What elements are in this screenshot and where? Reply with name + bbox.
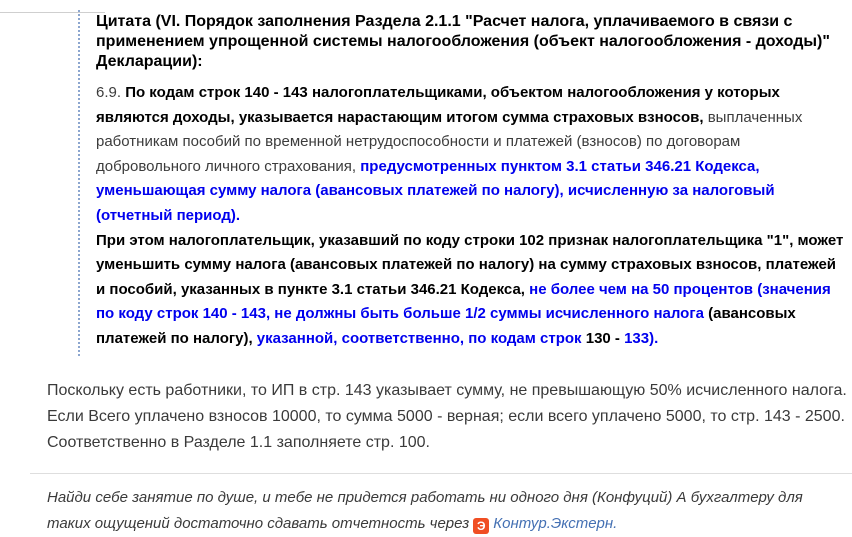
kontur-extern-link[interactable]: Контур.Экстерн. (493, 514, 618, 532)
kontur-extern-icon[interactable]: Э (473, 518, 489, 534)
text-run: 133). (624, 329, 659, 347)
post-body-line: Соответственно в Разделе 1.1 заполняете стр. 100. (47, 433, 430, 451)
post-body-line: Если Всего уплачено взносов 10000, то сумма 5000 - верная; если всего уплачено 5000, то стр. 143 - 2500. (47, 407, 845, 425)
post-body (47, 378, 847, 456)
text-run: 130 - (585, 329, 625, 347)
text-run: предусмотренных пунктом 3.1 статьи 346.21 Кодекса, уменьшающая сумму налога (авансовых платежей по налогу), исчисленную за налоговый (отчетный период). (96, 157, 775, 224)
quote-title: Цитата (VI. Порядок заполнения Раздела 2.1.1 "Расчет налога, уплачиваемого в связи с применением упрощенной системы налогообложения (объект налогообложения - доходы)" Декларации): (96, 13, 830, 70)
text-run: выплаченных работникам пособий по временной нетрудоспособности и платежей (взносов) по договорам добровольного личного страхования, (96, 108, 803, 175)
post-body-line: Поскольку есть работники, то ИП в стр. 143 указывает сумму, не превышающую 50% исчисленного налога. (47, 381, 847, 399)
text-run: не более чем на 50 процентов (значения по коду строк 140 - 143, не должны быть больше 1/2 суммы исчисленного налога (96, 280, 831, 323)
text-run: указанной, соответственно, по кодам строк (256, 329, 586, 347)
quote-block (78, 10, 848, 356)
text-run: При этом налогоплательщик, указавший по коду строки 102 признак налогоплательщика "1", может уменьшить сумму налога (авансовых платежей по налогу) на сумму страховых взносов, платежей и пособий, указанных в пункте 3.1 статьи 346.21 Кодекса, (96, 231, 844, 298)
signature-text: Найди себе занятие по душе, и тебе не придется работать ни одного дня (Конфуций) А бухгалтеру для таких ощущений достаточно сдавать отчетность через (47, 488, 803, 532)
quote-paragraph (96, 229, 848, 352)
signature (47, 485, 843, 537)
text-run: По кодам строк 140 - 143 налогоплательщиками, объектом налогообложения у которых являются доходы, указывается нарастающим итогом сумма страховых взносов, (96, 84, 780, 126)
text-run: 6.9. (96, 84, 126, 101)
top-divider-fragment (0, 12, 105, 13)
signature-divider (30, 473, 852, 474)
text-run: (авансовых платежей по налогу), (96, 305, 796, 347)
quote-paragraph (96, 81, 848, 229)
